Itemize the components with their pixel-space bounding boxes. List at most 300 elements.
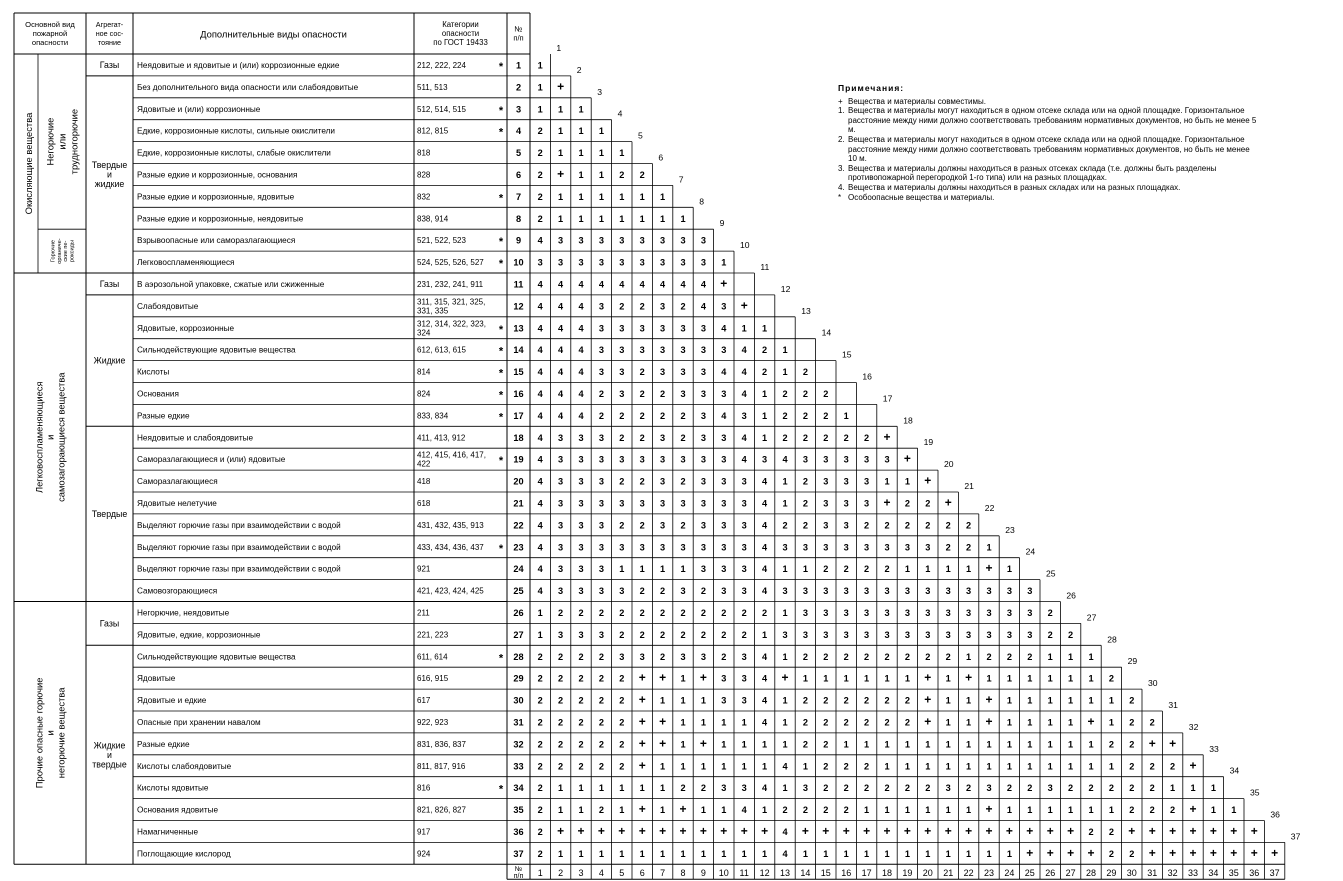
matrix-cell: 2	[823, 739, 829, 750]
matrix-cell: 3	[700, 651, 706, 662]
matrix-cell: 1	[639, 783, 645, 794]
matrix-cell: 1	[639, 848, 645, 859]
footer-column-number: 29	[1106, 867, 1117, 878]
row-description: Неядовитые и ядовитые и (или) коррозионные едкие	[137, 60, 340, 70]
matrix-cell: 2	[762, 607, 768, 618]
matrix-cell: 4	[721, 410, 727, 421]
row-star: *	[498, 542, 504, 555]
matrix-cell: 1	[660, 783, 666, 794]
matrix-cell: 1	[945, 761, 951, 772]
matrix-cell: 2	[639, 607, 645, 618]
row-category: 811, 817, 916	[417, 761, 466, 771]
matrix-cell: 2	[660, 607, 666, 618]
row-star: *	[498, 236, 504, 249]
matrix-cell: 3	[721, 520, 727, 531]
matrix-cell: 1	[680, 848, 686, 859]
matrix-cell: 1	[1047, 717, 1053, 728]
row-number: 8	[515, 213, 522, 224]
footer-num-label: п/п	[513, 872, 524, 880]
matrix-cell: 3	[1006, 629, 1012, 640]
matrix-cell: 1	[802, 564, 808, 575]
matrix-cell: 3	[700, 235, 706, 246]
matrix-cell: 1	[1108, 695, 1114, 706]
matrix-cell: 4	[578, 388, 584, 399]
matrix-cell: 1	[660, 191, 666, 202]
matrix-cell: 1	[1047, 739, 1053, 750]
matrix-cell: 3	[741, 783, 747, 794]
footer-column-number: 31	[1147, 867, 1158, 878]
aggregate-label: Газы	[99, 60, 120, 71]
matrix-cell: 1	[680, 739, 686, 750]
matrix-cell: 4	[558, 388, 564, 399]
row-category: 924	[417, 849, 431, 859]
matrix-cell: 1	[925, 564, 931, 575]
matrix-cell: 3	[660, 476, 666, 487]
matrix-cell: +	[638, 802, 646, 817]
matrix-cell: 3	[700, 410, 706, 421]
row-number: 5	[515, 148, 522, 159]
matrix-cell: 3	[700, 323, 706, 334]
matrix-cell: 2	[884, 717, 890, 728]
matrix-cell: 2	[619, 520, 625, 531]
row-description: Кислоты слабоядовитые	[137, 761, 232, 771]
matrix-cell: 1	[762, 432, 768, 443]
matrix-cell: 3	[700, 345, 706, 356]
matrix-cell: 1	[1231, 805, 1237, 816]
row-number: 35	[513, 805, 524, 816]
matrix-cell: +	[1189, 802, 1197, 817]
matrix-cell: 1	[762, 388, 768, 399]
matrix-cell: 3	[680, 454, 686, 465]
matrix-cell: 1	[700, 761, 706, 772]
matrix-cell: 4	[558, 301, 564, 312]
matrix-cell: 4	[537, 520, 543, 531]
matrix-cell: 2	[537, 783, 543, 794]
matrix-cell: +	[761, 823, 769, 838]
matrix-cell: 3	[741, 520, 747, 531]
matrix-cell: 1	[823, 673, 829, 684]
matrix-cell: +	[965, 823, 973, 838]
matrix-cell: +	[557, 79, 565, 94]
matrix-cell: 2	[537, 826, 543, 837]
matrix-cell: 2	[619, 410, 625, 421]
note-text: Вещества и материалы могут находиться в одном отсеке склада или на одной площадке. Горизонтальное расстояние между ними должно соответствовать требованиям нормативных документов, но быть не менее 10 м.	[848, 134, 1250, 164]
matrix-cell: 1	[1047, 695, 1053, 706]
matrix-cell: 2	[700, 629, 706, 640]
matrix-cell: 4	[762, 586, 768, 597]
matrix-cell: 2	[598, 410, 604, 421]
matrix-cell: 1	[558, 213, 564, 224]
column-label: 2	[576, 64, 582, 75]
subgroup-label: Негорючие	[44, 117, 56, 166]
matrix-cell: 1	[598, 148, 604, 159]
row-number: 22	[513, 520, 524, 531]
matrix-cell: 3	[741, 695, 747, 706]
matrix-cell: 2	[619, 476, 625, 487]
matrix-cell: 4	[537, 432, 543, 443]
matrix-cell: 2	[537, 148, 543, 159]
row-description: Разные едкие и коррозионные, основания	[137, 170, 298, 180]
matrix-cell: 2	[802, 388, 808, 399]
matrix-cell: 1	[945, 805, 951, 816]
row-number: 29	[513, 673, 524, 684]
header-categories: Категории	[442, 20, 479, 30]
matrix-cell: 3	[945, 783, 951, 794]
aggregate-label: и	[107, 749, 112, 760]
row-category: 611, 614	[417, 652, 448, 662]
matrix-cell: 4	[537, 235, 543, 246]
row-star: *	[498, 60, 504, 73]
column-label: 5	[638, 130, 643, 141]
column-label: 37	[1290, 831, 1301, 842]
matrix-cell: 1	[558, 148, 564, 159]
matrix-cell: 3	[884, 607, 890, 618]
matrix-cell: 4	[537, 564, 543, 575]
matrix-cell: 1	[660, 805, 666, 816]
matrix-cell: 2	[1027, 783, 1033, 794]
matrix-cell: 1	[945, 564, 951, 575]
matrix-cell: 2	[1129, 848, 1135, 859]
matrix-cell: 3	[1027, 586, 1033, 597]
matrix-cell: 2	[578, 739, 584, 750]
column-label: 29	[1127, 656, 1138, 667]
matrix-cell: 1	[578, 148, 584, 159]
column-label: 11	[760, 262, 770, 272]
matrix-cell: 1	[558, 126, 564, 137]
matrix-cell: +	[1067, 845, 1075, 860]
matrix-cell: 3	[619, 542, 625, 553]
row-number: 4	[515, 126, 522, 137]
matrix-cell: 3	[558, 432, 564, 443]
matrix-cell: 1	[904, 805, 910, 816]
row-star: *	[498, 104, 504, 117]
matrix-cell: 2	[966, 520, 972, 531]
matrix-cell: 1	[639, 564, 645, 575]
note-mark: 2.	[838, 134, 845, 144]
matrix-cell: 2	[721, 629, 727, 640]
matrix-cell: +	[659, 823, 667, 838]
matrix-cell: 3	[721, 345, 727, 356]
footer-column-number: 2	[558, 867, 564, 878]
matrix-cell: 3	[843, 476, 849, 487]
matrix-cell: 2	[639, 629, 645, 640]
matrix-cell: +	[638, 758, 646, 773]
matrix-cell: 2	[639, 432, 645, 443]
column-label: 13	[801, 305, 811, 316]
matrix-cell: 2	[619, 739, 625, 750]
matrix-cell: 3	[558, 235, 564, 246]
matrix-cell: 2	[1047, 607, 1053, 618]
matrix-cell: +	[659, 670, 667, 685]
column-label: 30	[1148, 678, 1158, 689]
matrix-cell: 2	[864, 520, 870, 531]
matrix-cell: 1	[904, 476, 910, 487]
column-label: 36	[1270, 809, 1280, 820]
matrix-cell: 1	[1088, 651, 1094, 662]
matrix-cell: 1	[680, 761, 686, 772]
row-number: 15	[513, 367, 524, 378]
matrix-cell: 2	[700, 607, 706, 618]
matrix-cell: +	[679, 802, 687, 817]
matrix-cell: 1	[700, 848, 706, 859]
matrix-cell: +	[1169, 736, 1177, 751]
matrix-cell: 1	[680, 673, 686, 684]
matrix-cell: 1	[1027, 805, 1033, 816]
matrix-cell: 1	[986, 673, 992, 684]
row-category: 838, 914	[417, 214, 449, 224]
matrix-cell: 1	[660, 564, 666, 575]
footer-column-number: 33	[1187, 867, 1199, 878]
matrix-cell: 3	[843, 607, 849, 618]
matrix-cell: +	[1230, 845, 1238, 860]
matrix-cell: 3	[721, 783, 727, 794]
aggregate-label: и	[107, 169, 112, 180]
matrix-cell: 2	[864, 761, 870, 772]
matrix-cell: 1	[1006, 739, 1012, 750]
matrix-cell: 3	[721, 432, 727, 443]
matrix-cell: 2	[823, 783, 829, 794]
matrix-cell: 3	[741, 564, 747, 575]
row-number: 3	[515, 104, 522, 115]
matrix-cell: 3	[558, 564, 564, 575]
matrix-cell: 3	[721, 542, 727, 553]
row-description: Кислоты ядовитые	[137, 783, 209, 793]
matrix-cell: 3	[823, 542, 829, 553]
matrix-cell: 1	[782, 717, 788, 728]
row-category: 511, 513	[417, 82, 448, 92]
matrix-cell: 1	[721, 761, 727, 772]
matrix-cell: +	[1230, 823, 1238, 838]
matrix-cell: 1	[864, 739, 870, 750]
matrix-cell: 3	[700, 454, 706, 465]
matrix-cell: 3	[700, 498, 706, 509]
matrix-cell: 3	[680, 257, 686, 268]
matrix-cell: 2	[823, 805, 829, 816]
matrix-cell: 2	[578, 651, 584, 662]
matrix-cell: 3	[598, 564, 604, 575]
matrix-cell: 2	[1088, 783, 1094, 794]
row-category: 917	[417, 827, 431, 837]
matrix-cell: 3	[823, 629, 829, 640]
matrix-cell: 1	[741, 739, 747, 750]
footer-column-number: 14	[800, 867, 811, 878]
matrix-cell: 1	[966, 651, 972, 662]
matrix-cell: 3	[598, 367, 604, 378]
matrix-cell: 1	[680, 717, 686, 728]
matrix-cell: 2	[864, 783, 870, 794]
matrix-cell: 2	[843, 761, 849, 772]
matrix-cell: 2	[639, 520, 645, 531]
matrix-cell: 1	[1027, 739, 1033, 750]
matrix-cell: 1	[1088, 761, 1094, 772]
footer-column-number: 26	[1045, 867, 1056, 878]
matrix-cell: 2	[782, 388, 788, 399]
matrix-cell: 3	[578, 498, 584, 509]
matrix-cell: 1	[721, 848, 727, 859]
matrix-cell: 4	[537, 367, 543, 378]
footer-column-number: 25	[1024, 867, 1035, 878]
matrix-cell: +	[1250, 823, 1258, 838]
matrix-cell: 2	[823, 564, 829, 575]
footer-column-number: 27	[1065, 867, 1076, 878]
column-label: 20	[944, 459, 954, 470]
matrix-cell: +	[1189, 845, 1197, 860]
matrix-cell: 3	[598, 432, 604, 443]
matrix-cell: 2	[823, 388, 829, 399]
matrix-cell: 1	[578, 104, 584, 115]
matrix-cell: +	[1271, 845, 1279, 860]
matrix-cell: 2	[680, 410, 686, 421]
matrix-cell: 4	[762, 498, 768, 509]
matrix-cell: 2	[558, 717, 564, 728]
matrix-cell: 3	[578, 476, 584, 487]
matrix-cell: 3	[925, 542, 931, 553]
matrix-cell: 1	[843, 410, 849, 421]
matrix-cell: 1	[762, 323, 768, 334]
matrix-cell: 3	[619, 651, 625, 662]
matrix-cell: 4	[558, 367, 564, 378]
column-label: 18	[903, 415, 913, 426]
footer-column-number: 15	[820, 867, 831, 878]
matrix-cell: 2	[598, 805, 604, 816]
matrix-cell: 1	[1068, 761, 1074, 772]
matrix-cell: 3	[578, 542, 584, 553]
matrix-cell: +	[557, 823, 565, 838]
matrix-cell: 2	[1149, 805, 1155, 816]
matrix-cell: 3	[741, 410, 747, 421]
matrix-cell: 3	[823, 607, 829, 618]
row-category: 231, 232, 241, 911	[417, 279, 484, 289]
matrix-cell: 3	[1027, 607, 1033, 618]
header-additional: Дополнительные виды опасности	[200, 28, 347, 40]
matrix-cell: 3	[598, 323, 604, 334]
matrix-cell: 2	[680, 520, 686, 531]
matrix-cell: 2	[802, 695, 808, 706]
column-label: 32	[1188, 721, 1199, 732]
row-number: 25	[513, 586, 524, 597]
matrix-cell: 2	[537, 761, 543, 772]
matrix-cell: 3	[782, 542, 788, 553]
matrix-cell: 3	[680, 235, 686, 246]
matrix-cell: 2	[578, 673, 584, 684]
subgroup-label: или	[56, 133, 68, 150]
matrix-cell: +	[883, 429, 891, 444]
matrix-cell: 3	[700, 564, 706, 575]
row-category: 831, 836, 837	[417, 739, 466, 749]
matrix-cell: 4	[578, 323, 584, 334]
matrix-cell: 3	[660, 498, 666, 509]
matrix-cell: 3	[802, 607, 808, 618]
matrix-cell: 3	[802, 586, 808, 597]
notes-block	[838, 84, 1258, 202]
matrix-cell: 2	[843, 805, 849, 816]
column-label: 12	[780, 283, 791, 294]
matrix-cell: +	[1026, 823, 1034, 838]
matrix-cell: 2	[660, 410, 666, 421]
row-description: Основания	[137, 389, 179, 399]
matrix-cell: 2	[680, 476, 686, 487]
matrix-cell: 2	[843, 432, 849, 443]
subgroup-label: ские пе-	[63, 240, 70, 262]
matrix-cell: 1	[558, 104, 564, 115]
row-description: Ядовитые, едкие, коррозионные	[137, 630, 261, 640]
matrix-cell: 2	[537, 191, 543, 202]
matrix-cell: 2	[823, 651, 829, 662]
footer-column-number: 35	[1228, 867, 1239, 878]
matrix-cell: 1	[1068, 673, 1074, 684]
footer-column-number: 21	[943, 867, 954, 878]
column-label: 9	[719, 218, 725, 229]
column-label: 16	[862, 371, 872, 382]
matrix-cell: 1	[578, 848, 584, 859]
matrix-cell: 4	[762, 476, 768, 487]
matrix-cell: 4	[762, 564, 768, 575]
matrix-cell: 3	[721, 564, 727, 575]
matrix-cell: 3	[925, 607, 931, 618]
footer-column-number: 24	[1004, 867, 1015, 878]
matrix-cell: +	[1046, 823, 1054, 838]
matrix-cell: 1	[558, 805, 564, 816]
matrix-cell: 1	[884, 739, 890, 750]
note-mark: 4.	[838, 182, 845, 192]
column-label: 15	[842, 349, 852, 360]
matrix-cell: 1	[864, 848, 870, 859]
matrix-cell: 1	[741, 323, 747, 334]
matrix-cell: 3	[864, 542, 870, 553]
matrix-cell: 3	[598, 257, 604, 268]
row-category: 814	[417, 367, 431, 377]
matrix-cell: 4	[782, 454, 788, 465]
matrix-cell: 3	[782, 629, 788, 640]
matrix-cell: 3	[619, 367, 625, 378]
matrix-cell: 3	[598, 520, 604, 531]
matrix-cell: 1	[537, 82, 543, 93]
matrix-cell: 2	[619, 717, 625, 728]
matrix-cell: +	[1209, 845, 1217, 860]
row-number: 36	[513, 826, 524, 837]
matrix-cell: 4	[721, 367, 727, 378]
matrix-cell: 4	[578, 279, 584, 290]
matrix-cell: 2	[904, 695, 910, 706]
matrix-cell: 3	[639, 454, 645, 465]
main-group-label: и	[44, 730, 56, 736]
matrix-cell: 2	[598, 739, 604, 750]
matrix-cell: 3	[904, 542, 910, 553]
matrix-cell: 2	[537, 651, 543, 662]
matrix-cell: 3	[660, 542, 666, 553]
matrix-cell: 4	[741, 345, 747, 356]
row-number: 34	[513, 783, 524, 794]
matrix-cell: 2	[884, 564, 890, 575]
matrix-cell: +	[801, 823, 809, 838]
row-description: Выделяют горючие газы при взаимодействии с водой	[137, 542, 341, 552]
matrix-cell: 2	[1129, 717, 1135, 728]
matrix-cell: 2	[1149, 783, 1155, 794]
column-label: 28	[1107, 634, 1117, 645]
footer-column-number: 3	[578, 867, 584, 878]
matrix-cell: 3	[598, 301, 604, 312]
matrix-cell: 2	[843, 651, 849, 662]
matrix-cell: 3	[619, 345, 625, 356]
header-aggregate: ное сос-	[95, 29, 124, 39]
matrix-cell: 3	[904, 629, 910, 640]
matrix-cell: 3	[598, 235, 604, 246]
row-description: Намагниченные	[137, 827, 199, 837]
matrix-cell: 3	[741, 586, 747, 597]
matrix-cell: 3	[598, 629, 604, 640]
matrix-cell: 1	[700, 717, 706, 728]
matrix-cell: 1	[945, 717, 951, 728]
